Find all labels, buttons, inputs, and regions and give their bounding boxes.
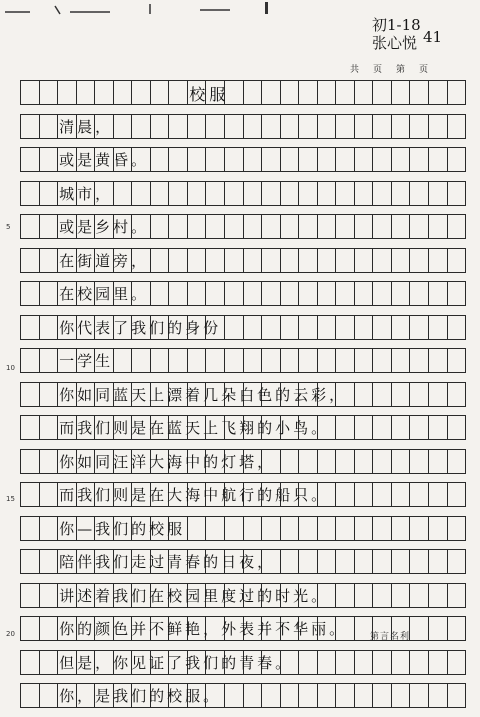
essay-row <box>20 449 466 474</box>
margin-number-20: 20 <box>6 630 15 638</box>
essay-row <box>20 549 466 574</box>
essay-row <box>20 683 466 708</box>
essay-line: 在校园里。 <box>59 285 150 303</box>
essay-line: 但是，你见证了我们的青春。 <box>59 653 294 672</box>
essay-row <box>20 181 466 206</box>
essay-line: 在街道旁， <box>59 251 150 270</box>
essay-line: 而我们则是在蓝天上飞翔的小鸟。 <box>59 419 330 437</box>
essay-row <box>20 516 466 541</box>
essay-row <box>20 248 466 273</box>
essay-line: 或是乡村。 <box>59 218 150 236</box>
essay-line: 讲述着我们在校园里度过的时光。 <box>59 586 330 605</box>
essay-row <box>20 382 466 407</box>
essay-row <box>20 583 466 608</box>
essay-row <box>20 214 466 239</box>
essay-row <box>20 650 466 675</box>
class-code: 初1-18 <box>372 16 421 34</box>
essay-line: 你代表了我们的身份 <box>59 318 222 337</box>
essay-grid <box>20 80 466 717</box>
essay-row <box>20 281 466 306</box>
essay-line: 清晨， <box>59 117 114 136</box>
essay-line: 你，是我们的校服。 <box>59 687 222 705</box>
essay-row <box>20 315 466 340</box>
margin-number-15: 15 <box>6 495 15 503</box>
page-counter <box>350 62 430 75</box>
essay-row <box>20 415 466 440</box>
essay-line: 你—我们的校服 <box>59 519 186 538</box>
essay-line: 你如同蓝天上漂着几朵白色的云彩， <box>59 385 348 404</box>
title-row <box>20 80 466 105</box>
essay-line: 一学生 <box>59 352 114 370</box>
student-name: 张心悦 <box>372 34 418 52</box>
page-counter-total-unit: 页 <box>373 65 385 75</box>
essay-line: 城市， <box>59 184 114 203</box>
essay-row <box>20 114 466 139</box>
page-counter-current-unit: 页 <box>419 65 431 75</box>
essay-line: 你如同汪洋大海中的灯塔， <box>59 452 276 471</box>
essay-line: 陪伴我们走过青春的日夜， <box>59 553 276 571</box>
essay-title: 校服 <box>189 85 230 104</box>
essay-row <box>20 348 466 373</box>
margin-number-5: 5 <box>6 223 11 231</box>
student-number: 41 <box>423 28 443 46</box>
essay-row <box>20 482 466 507</box>
essay-line: 或是黄昏。 <box>59 151 150 169</box>
essay-row <box>20 147 466 172</box>
margin-number-10: 10 <box>6 364 15 372</box>
page-counter-total: 共 <box>350 65 362 75</box>
essay-line: 你的颜色并不鲜艳，外表并不华丽。 <box>59 620 348 638</box>
page-counter-current: 第 <box>396 65 408 75</box>
bottom-note: 第言名利 <box>370 632 411 642</box>
essay-line: 而我们则是在大海中航行的船只。 <box>59 486 330 504</box>
